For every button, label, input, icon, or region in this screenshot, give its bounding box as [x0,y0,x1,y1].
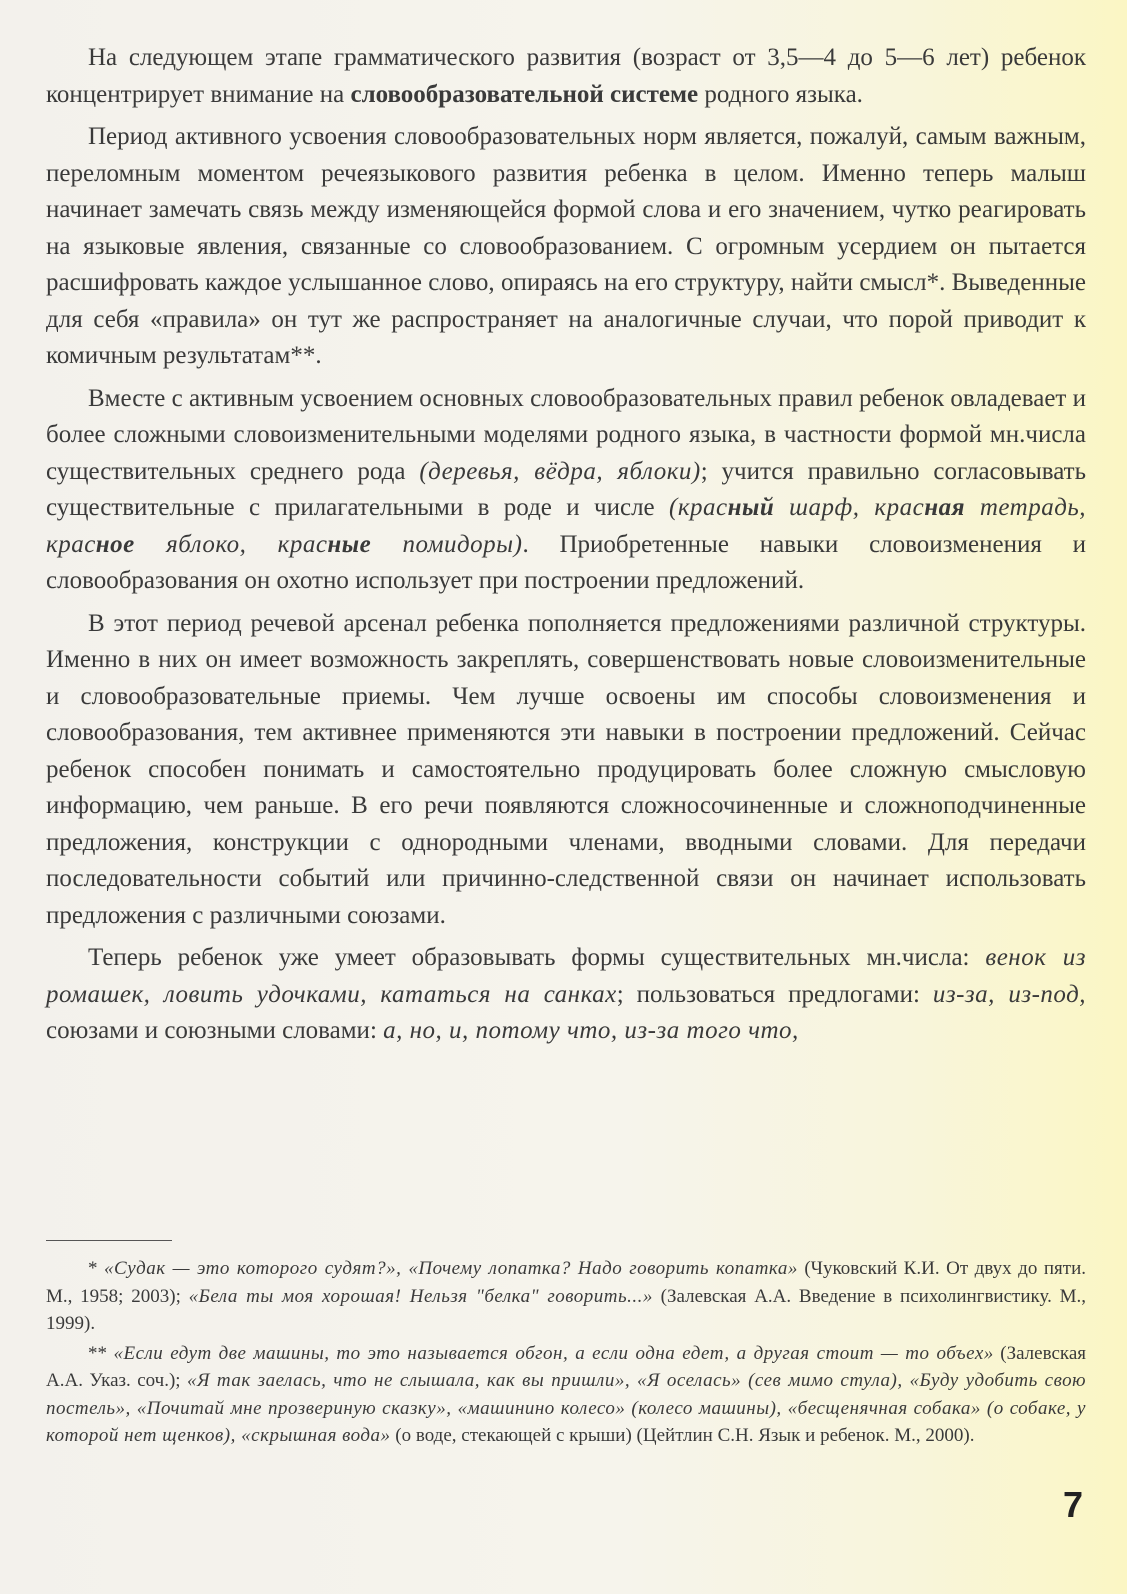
footnote-quote: «бесщенячная собака» [787,1397,981,1419]
example-part: тетрадь, крас [46,494,1086,558]
paragraph-5 [46,940,1086,1050]
paragraph-1-text: На следующем этапе грамматического развития (возраст от 3,5—4 до 5—6 лет) ребенок концентрирует внимание на [46,44,1086,108]
page-number: 7 [1062,1484,1083,1525]
footnote-gloss: (о собаке, у которой нет щенков), [46,1397,1086,1446]
footnote-citation: (Чуковский К.И. От двух до пяти. М., 1958; 2003); [46,1258,1086,1307]
example-prepositions: из-за, из-под, [932,980,1086,1008]
footnote-1 [46,1255,1086,1338]
paragraph-5-mid: ; пользоваться предлогами: [616,980,933,1008]
footnote-quote: «Бела ты моя хорошая! Нельзя "белка" говорить...» [188,1285,653,1307]
main-text [46,40,1086,1056]
paragraph-1 [46,40,1086,113]
footnote-citation: (о воде, стекающей с крыши) (Цейтлин С.Н. Язык и ребенок. М., 2000). [390,1425,975,1446]
footnote-divider [46,1240,172,1241]
example-ending: ная [924,494,965,521]
paragraph-4: В этот период речевой арсенал ребенка пополняется предложениями различной структуры. Именно в них он имеет возможность закреплять, совершенствовать новые словоизменительные и словообразовательные приемы. Чем лучше освоены им способы словоизменения и словообразования, тем активнее применяются эти навыки в построении предложений. Сейчас ребенок способен понимать и самостоятельно продуцировать более сложную смысловую информацию, чем раньше. В его речи появляются сложносочиненные и сложноподчиненные предложения, конструкции с однородными членами, вводными словами. Для передачи последовательности событий или причинно-следственной связи он начинает использовать предложения с различными союзами. [46,609,1086,929]
example-phrases: венок из ромашек, ловить удочками, кататься на санках [46,944,1086,1008]
example-part: (крас [669,494,728,521]
footnote-quote: «скрышная вода» [241,1425,391,1446]
example-part: яблоко, крас [134,530,328,558]
footnote-citation: (Залевская А.А. Указ. соч.); [46,1342,1087,1391]
example-ending: ный [727,494,775,521]
footnote-quote: «Буду удобить свою постель», «Почитай мне прозвериную сказку», «машинино колесо» [46,1370,1087,1419]
paragraph-3 [46,381,1086,600]
paragraph-3-text: Вместе с активным усвоением основных словообразовательных правил ребенок овладевает и более сложными словоизменительными моделями родного языка, в частности формой мн.числа существительных среднего рода [46,384,1086,485]
paragraph-1-end: родного языка. [698,80,863,108]
paragraph-5-mid2: союзами и союзными словами: [46,1017,384,1044]
footnote-quote: «Я так заелась, что не слышала, как вы пришли», «Я оселась» [187,1370,742,1391]
footnote-gloss: (колесо машины), [625,1397,788,1419]
example-part: помидоры) [371,530,523,558]
footnote-quote: «Судак — это которого судят?», «Почему лопатка? Надо говорить копатка» [104,1258,798,1279]
paragraph-3-mid: ; учится правильно согласовывать существительные с прилагательными в роде и числе [46,457,1086,521]
example-conjunctions: а, но, и, потому что, из-за того что, [383,1017,799,1044]
bold-term: словообразовательной системе [350,80,699,108]
footnote-marker: * [88,1258,105,1279]
paragraph-3-end: . Приобретенные навыки словоизменения и словообразования он охотно использует при построении предложений. [46,530,1087,594]
example-part: шарф, крас [774,494,925,521]
footnote-gloss: (сев мимо стула), [741,1370,910,1391]
footnotes [46,1255,1086,1452]
paragraph-5-text: Теперь ребенок уже умеет образовывать формы существительных мн.числа: [88,944,986,971]
footnote-marker: ** [88,1342,114,1364]
example-ending: ное [95,530,135,558]
example-plural-nouns: (деревья, вёдра, яблоки) [419,457,701,485]
paragraph-2: Период активного усвоения словообразовательных норм является, пожалуй, самым важным, переломным моментом речеязыкового развития ребенка в целом. Именно теперь малыш начинает замечать связь между изменяющейся формой слова и его значением, чутко реагировать на языковые явления, связанные со словообразованием. С огромным усердием он пытается расшифровать каждое услышанное слово, опираясь на его структуру, найти смысл*. Выведенные для себя «правила» он тут же распространяет на аналогичные случаи, что порой приводит к комичным результатам**. [46,123,1086,369]
footnote-citation: (Залевская А.А. Введение в психолингвистику. М., 1999). [46,1285,1086,1334]
example-ending: ные [327,530,372,558]
footnote-2 [46,1340,1086,1450]
footnote-quote: «Если едут две машины, то это называется обгон, а если одна едет, а другая стоит — то объех» [113,1342,994,1364]
